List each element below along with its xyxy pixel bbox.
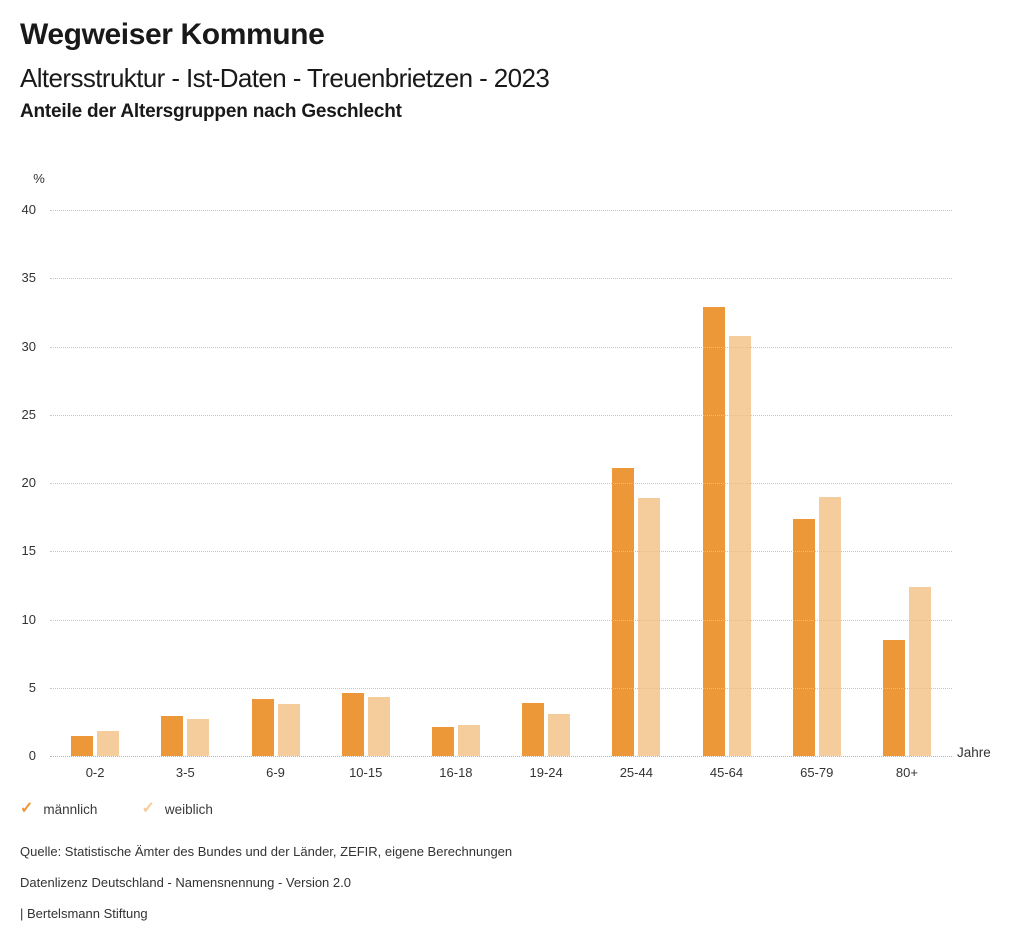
x-tick-label: 3-5 [175, 765, 195, 780]
license-text: Datenlizenz Deutschland - Namensnennung - Version 2.0 [20, 875, 351, 890]
x-tick-label: 65-79 [800, 765, 834, 780]
source-text: Quelle: Statistische Ämter des Bundes und der Länder, ZEFIR, eigene Berechnungen [20, 844, 513, 859]
x-axis-labels [50, 765, 952, 780]
x-tick-label: 80+ [895, 765, 918, 780]
legend [20, 801, 213, 817]
bar-weiblich-45-64[interactable] [729, 336, 751, 756]
gridline [50, 620, 952, 621]
bar-weiblich-19-24[interactable] [548, 714, 570, 756]
y-tick-label: 0 [28, 748, 36, 763]
bar-männlich-80+[interactable] [883, 640, 905, 756]
gridline [50, 756, 952, 757]
x-tick-label: 0-2 [85, 765, 105, 780]
bar-weiblich-0-2[interactable] [97, 731, 119, 756]
bar-weiblich-65-79[interactable] [819, 497, 841, 756]
bar-männlich-0-2[interactable] [71, 736, 93, 756]
y-tick-label: 20 [21, 475, 36, 490]
y-tick-label: 25 [21, 406, 36, 422]
y-tick-label: 10 [21, 611, 36, 627]
x-tick-label: 6-9 [266, 765, 285, 780]
bar-männlich-3-5[interactable] [161, 716, 183, 756]
gridline [50, 278, 952, 279]
page-title: Wegweiser Kommune [20, 18, 325, 51]
legend-label: weiblich [164, 801, 213, 817]
gridline [50, 483, 952, 484]
bar-weiblich-6-9[interactable] [278, 704, 300, 756]
plot-area [50, 210, 952, 756]
gridline [50, 210, 952, 211]
page-subtitle: Altersstruktur - Ist-Daten - Treuenbrietzen - 2023 [20, 63, 550, 93]
y-tick-label: 30 [21, 338, 36, 354]
bar-männlich-6-9[interactable] [252, 699, 274, 756]
gridline [50, 688, 952, 689]
bar-weiblich-25-44[interactable] [638, 498, 660, 756]
bar-männlich-65-79[interactable] [793, 519, 815, 757]
bar-weiblich-80+[interactable] [909, 587, 931, 756]
gridline [50, 551, 952, 552]
check-icon: ✓ [141, 800, 155, 817]
x-axis-unit-label: Jahre [957, 745, 991, 760]
y-axis-unit-label: % [33, 171, 45, 186]
bar-weiblich-16-18[interactable] [458, 725, 480, 756]
legend-item-maennlich[interactable] [20, 801, 97, 817]
gridline [50, 415, 952, 416]
bar-männlich-25-44[interactable] [612, 468, 634, 756]
bar-weiblich-10-15[interactable] [368, 697, 390, 756]
legend-item-weiblich[interactable] [141, 801, 212, 817]
check-icon: ✓ [20, 800, 34, 817]
bar-männlich-19-24[interactable] [522, 703, 544, 756]
y-tick-label: 5 [28, 679, 36, 695]
y-tick-label: 40 [21, 202, 36, 217]
bar-männlich-16-18[interactable] [432, 727, 454, 756]
chart-heading: Anteile der Altersgruppen nach Geschlecht [20, 101, 402, 122]
y-tick-label: 15 [21, 543, 36, 559]
gridline [50, 347, 952, 348]
x-tick-label: 16-18 [439, 765, 473, 780]
x-tick-label: 45-64 [709, 765, 744, 780]
legend-label: männlich [43, 801, 98, 817]
bar-weiblich-3-5[interactable] [187, 719, 209, 756]
attribution-text: | Bertelsmann Stiftung [20, 906, 148, 921]
x-tick-label: 10-15 [349, 765, 383, 780]
bar-männlich-10-15[interactable] [342, 693, 364, 756]
x-tick-label: 25-44 [619, 765, 653, 780]
x-tick-label: 19-24 [529, 765, 563, 780]
y-axis [0, 202, 36, 763]
y-tick-label: 35 [21, 270, 36, 286]
